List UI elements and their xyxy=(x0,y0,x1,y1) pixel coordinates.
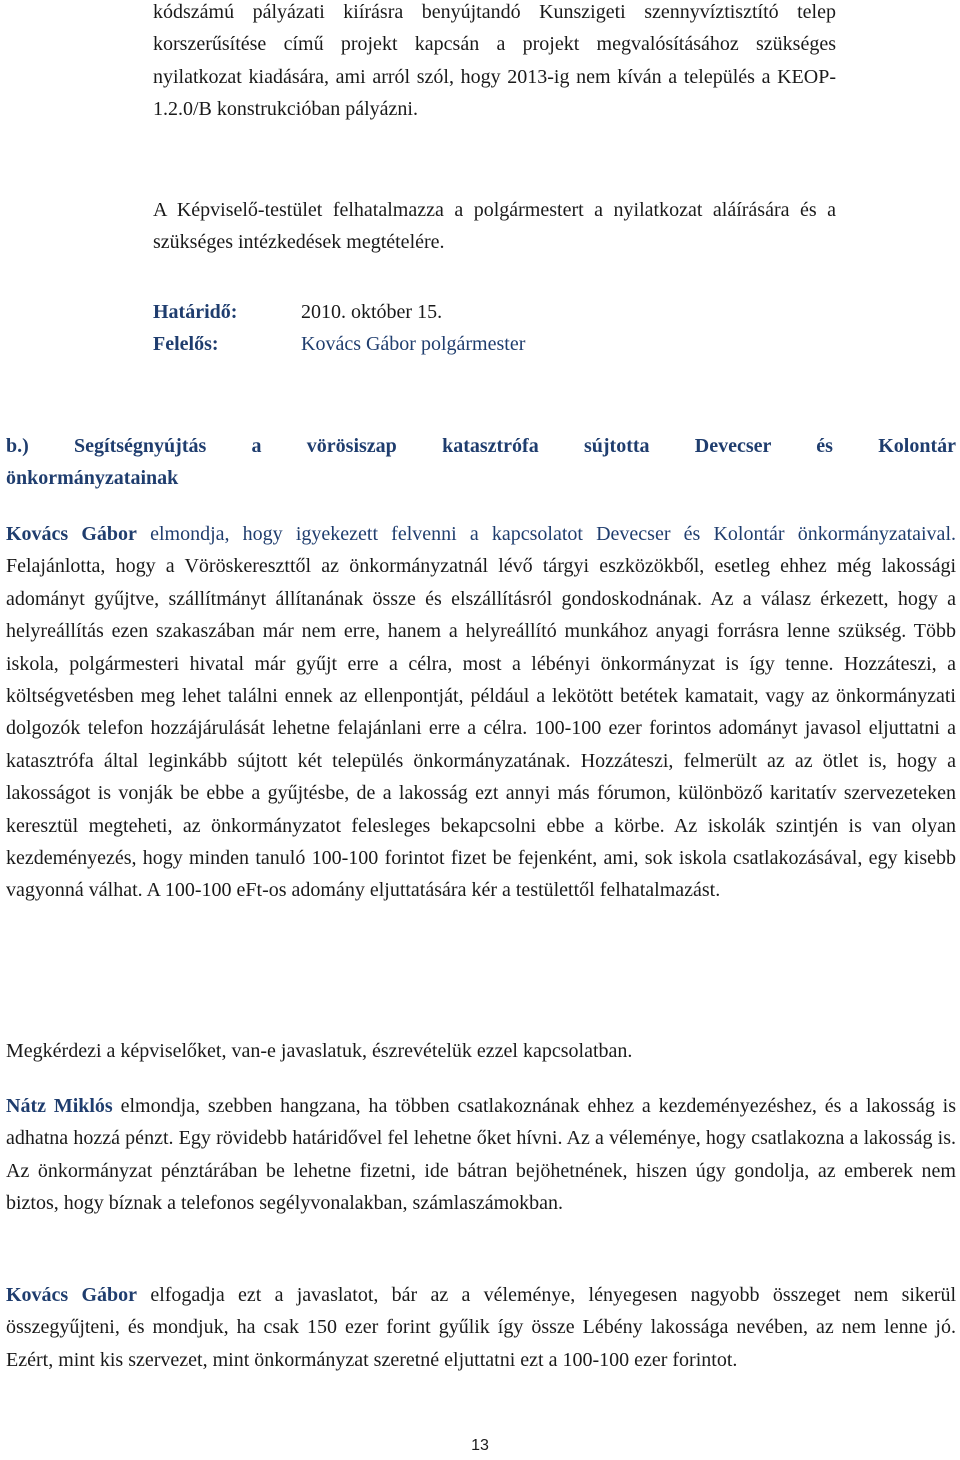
top-paragraph: kódszámú pályázati kiírásra benyújtandó Kunszigeti szennyvíztisztító telep korszerűsítése című projekt kapcsán a projekt megvalósításához szükséges nyilatkozat kiadására, ami arról szól, hogy 2013-ig nem kíván a település a KEOP-1.2.0/B konstrukcióban pályázni. xyxy=(153,1,836,121)
paragraph-question: Megkérdezi a képviselőket, van-e javaslatuk, észrevételük ezzel kapcsolatban. xyxy=(6,1040,633,1062)
paragraph-text: Felajánlotta, hogy a Vöröskereszttől az önkormányzatnál lévő tárgyi eszközökből, esetleg ehhez még lakossági adományt gyűjtve, szállítmányt állítanának össze és elszállításról gondoskodnának. Az a válasz érkezett, hogy a helyreállítás ezen szakaszában már nem erre, hanem a helyreállító munkához anyagi forrásra lenne szükség. Több iskola, polgármesteri hivatal már gyűjt erre a célra, most a lébényi önkormányzat is így tenne. Hozzáteszi, a költségvetésben meg lehet találni ennek az ellenpontját, például a lekötött betétek kamatait, vagy az önkormányzati dolgozók telefon hozzájárulását lehetne felajánlani erre a célra. 100-100 ezer forintos adományt javasol eljuttatni a katasztrófa által leginkább sújtott két település önkormányzatának. Hozzáteszi, felmerült az az ötlet is, hogy a lakosságot is vonják be ebbe a gyűjtésbe, de a lakosság ezt annyi más fórumon, különböző karitatív szervezeteken keresztül megteheti, az önkormányzatot felesleges bekapcsolni ebbe a körbe. Az iskolák szintjén is van olyan kezdeményezés, hogy minden tanuló 100-100 forintot fizet be fejenként, ami, sok iskola csatlakozásával, egy kisebb vagyonná válhat. A 100-100 eFt-os adomány eljuttatására kér a testülettől felhatalmazást. xyxy=(6,555,956,902)
section-b-heading-line1: b.) Segítségnyújtás a vörösiszap katasztrófa sújtotta Devecser és Kolontár xyxy=(6,435,956,457)
deadline-label: Határidő: xyxy=(153,301,238,323)
paragraph-text: elfogadja ezt a javaslatot, bár az a véleménye, lényegesen nagyobb összeget nem sikerül összegyűjteni, és mondjuk, ha csak 150 ezer forint gyűlik így össze Lébény lakossága nevében, az nem lenne jó. Ezért, mint kis szervezet, mint önkormányzat szeretné eljuttatni ezt a 100-100 ezer forintot. xyxy=(6,1284,956,1371)
deadline-row xyxy=(153,297,442,327)
paragraph-text: elmondja, szebben hangzana, ha többen csatlakoznának ehhez a kezdeményezéshez, és a lakosság is adhatna hozzá pénzt. Egy rövidebb határidővel fel lehetne őket hívni. Az a véleménye, hogy csatlakozna a lakosság is. Az önkormányzat pénztárában be lehetne fizetni, ide bátran bejöhetnének, hiszen úgy gondolja, az emberek nem biztos, hogy bíznak a telefonos segélyvonalakban, számlaszámokban. xyxy=(6,1095,956,1215)
authorization-paragraph: A Képviselő-testület felhatalmazza a polgármestert a nyilatkozat aláírására és a szükséges intézkedések megtételére. xyxy=(153,199,836,254)
responsible-label: Felelős: xyxy=(153,333,219,355)
speaker-name: Kovács Gábor xyxy=(6,523,137,545)
responsible-value: Kovács Gábor polgármester xyxy=(301,333,526,355)
section-b-heading xyxy=(6,430,956,495)
responsible-row xyxy=(153,329,525,359)
paragraph-kovacs-2 xyxy=(6,1279,956,1376)
paragraph-natz xyxy=(6,1090,956,1220)
section-b-heading-line2: önkormányzatainak xyxy=(6,467,179,490)
paragraph-text: elmondja, hogy igyekezett felvenni a kapcsolatot Devecser és Kolontár önkormányzataival. xyxy=(136,523,956,545)
page-number: 13 xyxy=(471,1437,489,1454)
deadline-value: 2010. október 15. xyxy=(301,301,443,323)
paragraph-kovacs-1 xyxy=(6,518,956,907)
speaker-name: Nátz Miklós xyxy=(6,1095,113,1117)
speaker-name: Kovács Gábor xyxy=(6,1284,138,1306)
